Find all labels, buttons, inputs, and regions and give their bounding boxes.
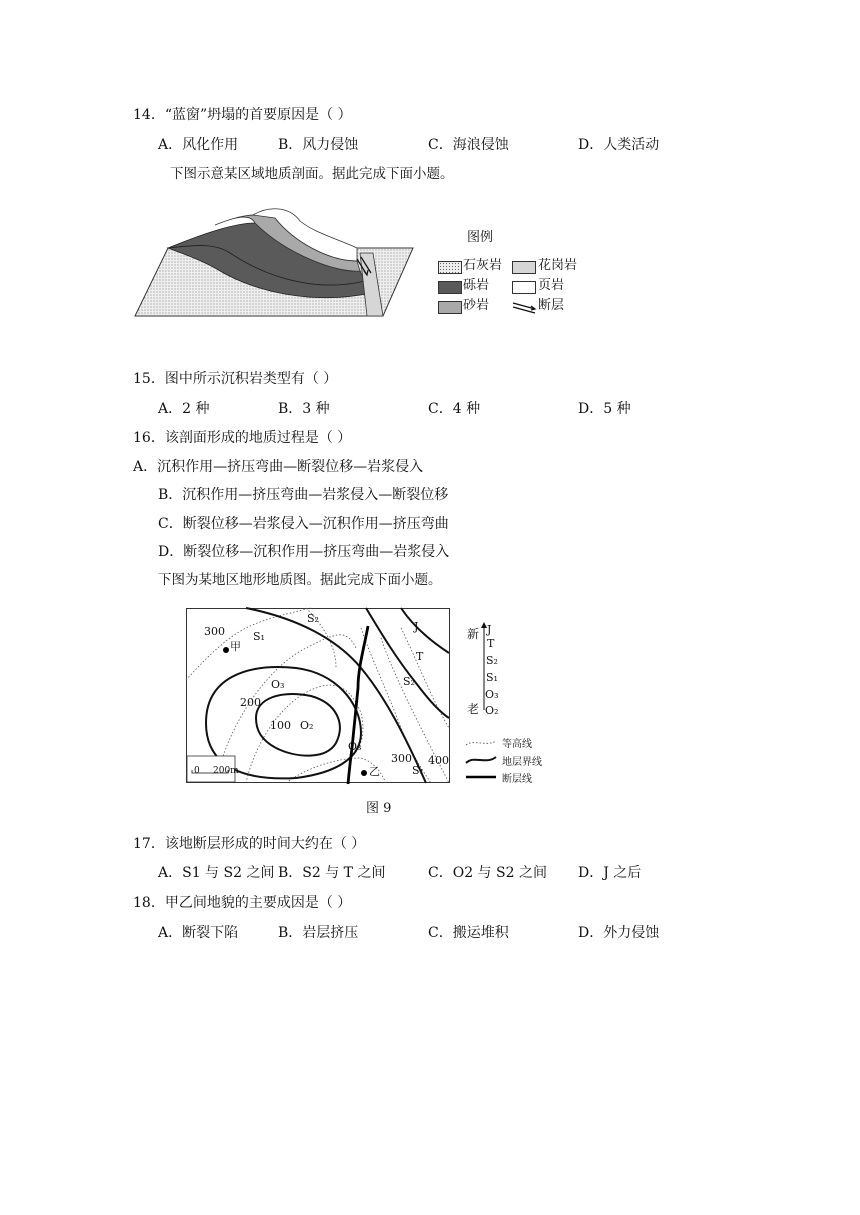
scale-zero: 0	[194, 766, 200, 776]
q16-stem: 16．该剖面形成的地质过程是（ ）	[133, 430, 352, 446]
q16-option-d: D．断裂位移—沉积作用—挤压弯曲—岩浆侵入	[158, 544, 450, 560]
scale-200m: 200m	[213, 766, 239, 776]
legend-granite-swatch	[512, 261, 536, 274]
q15-option-c: C．4 种	[428, 401, 481, 417]
q15-option-d: D．5 种	[578, 401, 631, 417]
cross-section-figure	[135, 213, 415, 318]
strata-layer-t: T	[487, 637, 495, 650]
contour-400: 400	[428, 754, 449, 767]
stratum-o3-e: O₃	[348, 740, 362, 753]
q17-option-d: D．J 之后	[578, 865, 642, 881]
legend-granite-label: 花岗岩	[538, 258, 578, 273]
stratum-t: T	[416, 650, 424, 663]
strata-old-label: 老	[467, 702, 480, 716]
legend-sandstone-swatch	[438, 301, 462, 314]
q14-option-b: B．风力侵蚀	[278, 137, 359, 153]
q14-option-d: D．人类活动	[578, 137, 660, 153]
contour-legend-icon	[466, 741, 496, 745]
stratum-s1-se: S₁	[412, 764, 424, 777]
q18-option-b: B．岩层挤压	[278, 925, 359, 941]
place-jia: 甲	[230, 640, 241, 653]
q18-option-c: C．搬运堆积	[428, 925, 509, 941]
q14-option-c: C．海浪侵蚀	[428, 137, 509, 153]
q17-stem: 17．该地断层形成的时间大约在（ ）	[133, 836, 366, 852]
q16-option-a: A．沉积作用—挤压弯曲—断裂位移—岩浆侵入	[133, 459, 424, 475]
stratum-o3-w: O₃	[271, 678, 285, 691]
strata-layer-s2: S₂	[486, 654, 498, 667]
map-legend-contour: 等高线	[502, 739, 532, 750]
q17-option-c: C．O2 与 S2 之间	[428, 865, 547, 881]
figure-caption: 图 9	[366, 801, 392, 816]
legend-shale-label: 页岩	[538, 278, 565, 293]
legend-limestone-label: 石灰岩	[463, 258, 503, 273]
q16-option-b: B．沉积作用—挤压弯曲—岩浆侵入—断裂位移	[158, 487, 449, 503]
place-yi: 乙	[369, 765, 380, 778]
q18-option-a: A．断裂下陷	[158, 925, 239, 941]
q17-option-b: B．S2 与 T 之间	[278, 865, 386, 881]
stratum-o2: O₂	[300, 719, 314, 732]
legend-fault-icon	[512, 300, 536, 314]
strata-layer-s1: S₁	[486, 671, 498, 684]
map-legend-fault: 断层线	[502, 774, 532, 785]
boundary-legend-icon	[466, 757, 496, 763]
contour-300-b: 300	[391, 752, 412, 765]
strata-layer-o3: O₃	[485, 688, 499, 701]
q15-option-a: A．2 种	[158, 401, 210, 417]
q17-option-a: A．S1 与 S2 之间	[158, 865, 275, 881]
contour-300-a: 300	[204, 625, 225, 638]
stratum-s1-nw: S₁	[253, 630, 265, 643]
q14-stem: 14．“蓝窗”坍塌的首要原因是（ ）	[133, 107, 352, 123]
stratum-j: J	[414, 620, 419, 633]
stratum-s2-n: S₂	[307, 612, 319, 625]
strata-layer-j: J	[487, 623, 492, 636]
q15-option-b: B．3 种	[278, 401, 330, 417]
q18-stem: 18．甲乙间地貌的主要成因是（ ）	[133, 895, 352, 911]
q18-option-d: D．外力侵蚀	[578, 925, 660, 941]
contour-200: 200	[240, 696, 261, 709]
legend-conglomerate-swatch	[438, 281, 462, 294]
intro-cross-section: 下图示意某区域地质剖面。据此完成下面小题。	[170, 166, 454, 182]
stratum-s2-e: S₂	[403, 675, 415, 688]
q14-option-a: A．风化作用	[158, 137, 239, 153]
q16-option-c: C．断裂位移—岩浆侵入—沉积作用—挤压弯曲	[158, 516, 449, 532]
q15-stem: 15．图中所示沉积岩类型有（ ）	[133, 371, 338, 387]
map-legend-icons	[464, 737, 500, 785]
contour-100: 100	[270, 719, 291, 732]
legend1-title: 图例	[467, 230, 494, 245]
strata-layer-o2: O₂	[485, 704, 499, 717]
map-legend-boundary: 地层界线	[502, 757, 542, 768]
legend-fault-label: 断层	[538, 298, 565, 313]
legend-conglomerate-label: 砾岩	[463, 278, 490, 293]
strata-new-label: 新	[467, 627, 480, 641]
legend-sandstone-label: 砂岩	[463, 298, 490, 313]
legend-shale-swatch	[512, 281, 536, 294]
legend-limestone-swatch	[438, 261, 462, 274]
intro-map: 下图为某地区地形地质图。据此完成下面小题。	[158, 572, 442, 588]
